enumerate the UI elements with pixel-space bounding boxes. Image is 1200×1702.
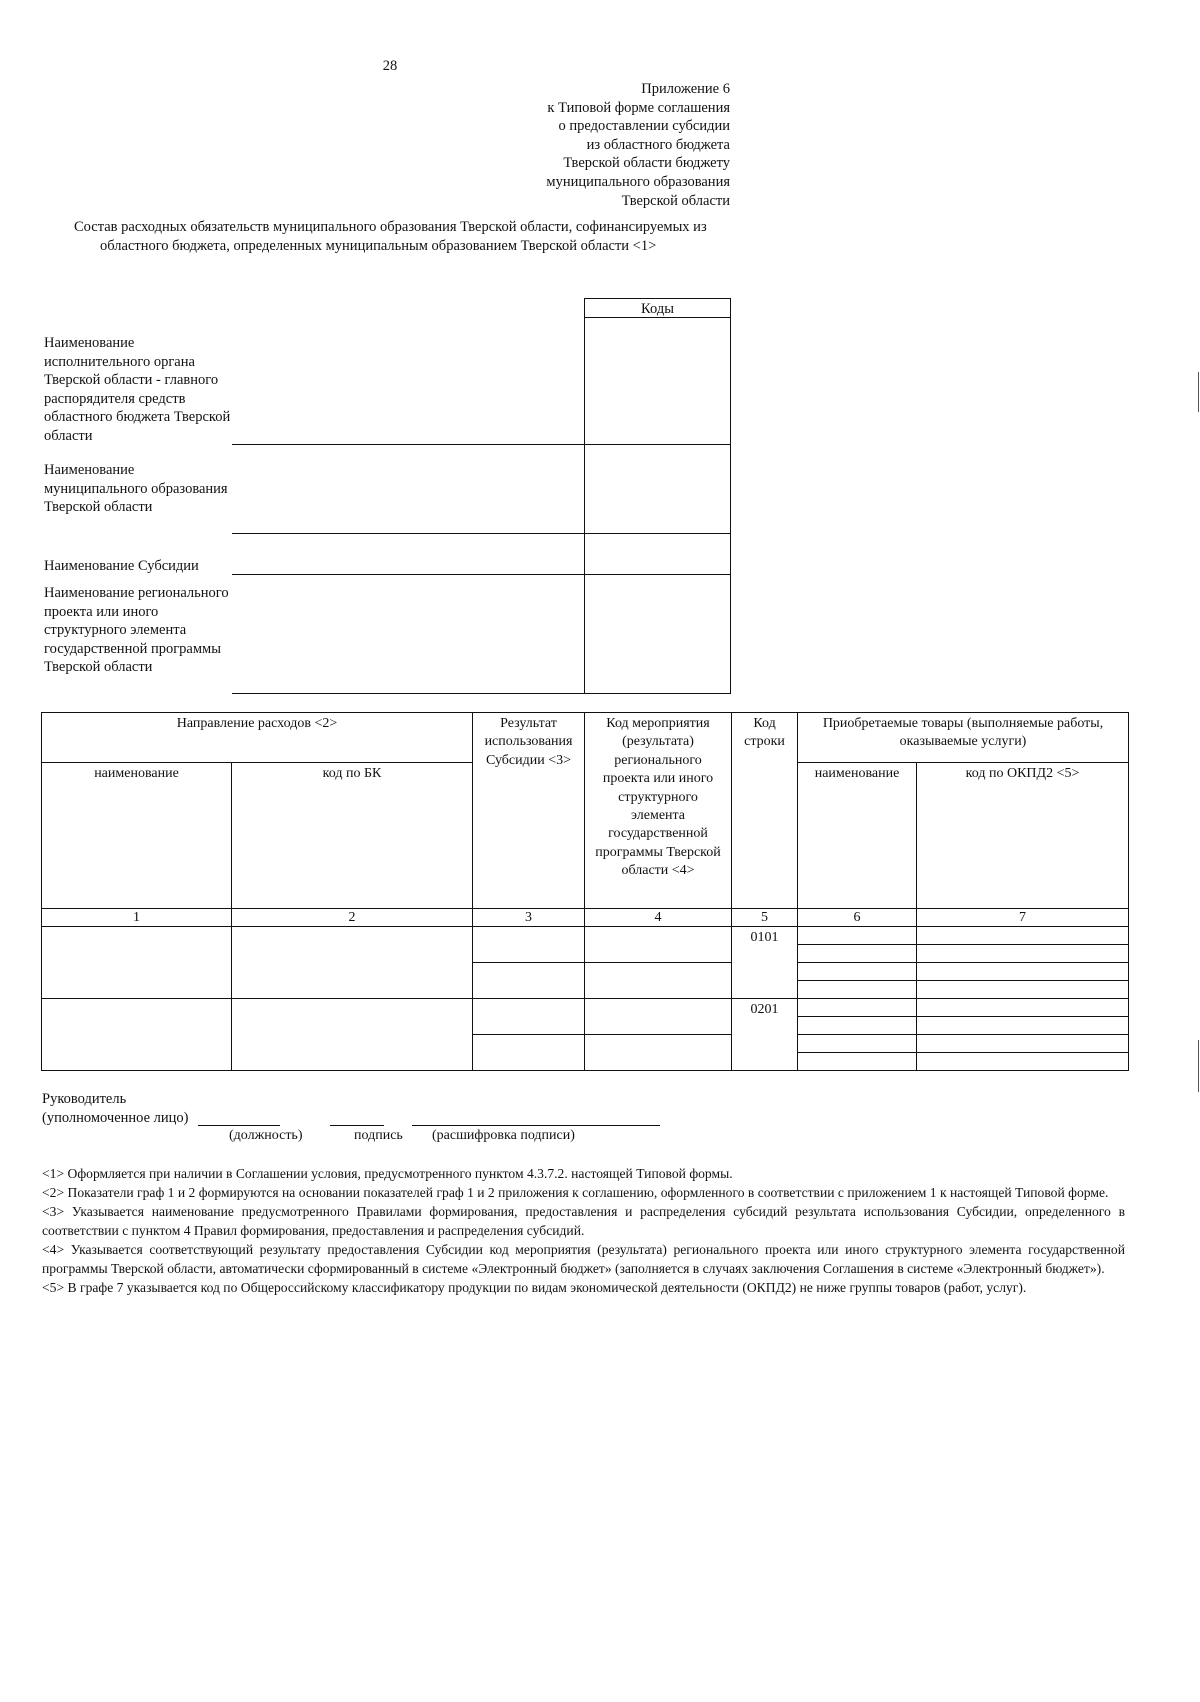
cell-empty[interactable] — [917, 945, 1129, 963]
row-code-0101: 0101 — [732, 927, 798, 999]
signature-head: Руководитель — [42, 1091, 127, 1107]
cell-empty[interactable] — [798, 945, 917, 963]
caption-position: (должность) — [229, 1128, 303, 1143]
signature-line-sign[interactable] — [330, 1125, 384, 1126]
scan-edge-mark — [1198, 1040, 1199, 1092]
signature-line-decoding[interactable] — [412, 1125, 660, 1126]
cell-empty[interactable] — [917, 999, 1129, 1017]
cell-empty[interactable] — [798, 1035, 917, 1053]
field-label-regional-project: Наименование регионального проекта или иного структурного элемента государственной программы Тверской области — [44, 585, 229, 676]
footnote: <3> Указывается наименование предусмотренного Правилами формирования, предоставления и распределения субсидий результата использования Субсидии, определенного в соответствии с пунктом 4 Правил формирования, предоставления и распределения субсидий. — [42, 1204, 1125, 1238]
column-number: 1 — [42, 909, 232, 927]
footnote: <5> В графе 7 указывается код по Общероссийскому классификатору продукции по видам экономической деятельности (ОКПД2) не ниже группы товаров (работ, услуг). — [42, 1280, 1027, 1295]
cell-empty[interactable] — [585, 1035, 732, 1071]
cell-empty[interactable] — [917, 981, 1129, 999]
appendix-line: из областного бюджета — [586, 136, 730, 153]
appendix-line: муниципального образования — [546, 173, 730, 190]
cell-empty[interactable] — [917, 1053, 1129, 1071]
codes-divider — [584, 533, 731, 534]
cell-empty[interactable] — [917, 1017, 1129, 1035]
cell-empty[interactable] — [798, 927, 917, 945]
appendix-line: о предоставлении субсидии — [558, 118, 730, 135]
cell-empty[interactable] — [585, 963, 732, 999]
appendix-header — [440, 80, 730, 210]
scan-edge-mark — [1198, 372, 1199, 412]
footnotes — [42, 1164, 1125, 1297]
field-underline — [232, 533, 584, 534]
title-line-2: областного бюджета, определенных муниципальным образованием Тверской области <1> — [100, 238, 657, 254]
cell-empty[interactable] — [473, 927, 585, 963]
cell-empty[interactable] — [42, 927, 232, 999]
header-goods-name: наименование — [798, 763, 917, 909]
appendix-line: Тверской области — [621, 192, 730, 209]
signature-line-position[interactable] — [198, 1125, 280, 1126]
expenditure-table — [41, 712, 1129, 1071]
header-result: Результат использования Субсидии <3> — [473, 713, 585, 909]
document-title — [74, 218, 734, 256]
caption-decoding: (расшифровка подписи) — [432, 1128, 575, 1143]
field-underline — [232, 693, 584, 694]
field-label-executive-body: Наименование исполнительного органа Тверской области - главного распорядителя средств областного бюджета Тверской области — [44, 335, 231, 444]
cell-empty[interactable] — [798, 1053, 917, 1071]
footnote: <1> Оформляется при наличии в Соглашении условия, предусмотренного пунктом 4.3.7.2. настоящей Типовой формы. — [42, 1166, 733, 1181]
cell-empty[interactable] — [42, 999, 232, 1071]
cell-empty[interactable] — [232, 999, 473, 1071]
table-row — [42, 999, 1129, 1017]
column-number: 6 — [798, 909, 917, 927]
cell-empty[interactable] — [798, 999, 917, 1017]
cell-empty[interactable] — [585, 999, 732, 1035]
cell-empty[interactable] — [473, 963, 585, 999]
header-bk-code: код по БК — [232, 763, 473, 909]
header-event-code: Код мероприятия (результата) регионального проекта или иного структурного элемента государственной программы Тверской области <4> — [585, 713, 732, 909]
cell-empty[interactable] — [473, 1035, 585, 1071]
header-name: наименование — [42, 763, 232, 909]
codes-divider — [584, 444, 731, 445]
row-code-0201: 0201 — [732, 999, 798, 1071]
table-row — [42, 927, 1129, 945]
column-numbers-row — [42, 909, 1129, 927]
header-goods: Приобретаемые товары (выполняемые работы, оказываемые услуги) — [798, 713, 1129, 763]
footnote: <2> Показатели граф 1 и 2 формируются на основании показателей граф 1 и 2 приложения к соглашению, оформленного в соответствии с приложением 1 к настоящей Типовой форме. — [42, 1185, 1109, 1200]
title-line-1: Состав расходных обязательств муниципального образования Тверской области, софинансируемых из — [74, 219, 707, 235]
codes-box — [584, 298, 731, 694]
field-label-subsidy: Наименование Субсидии — [44, 558, 199, 574]
cell-empty[interactable] — [798, 981, 917, 999]
signature-authorized: (уполномоченное лицо) — [42, 1110, 189, 1126]
signature-block — [42, 1090, 189, 1128]
appendix-line: к Типовой форме соглашения — [547, 99, 730, 116]
appendix-line: Приложение 6 — [641, 81, 730, 97]
field-underline — [232, 444, 584, 445]
column-number: 5 — [732, 909, 798, 927]
codes-header: Коды — [584, 298, 731, 318]
column-number: 4 — [585, 909, 732, 927]
field-underline — [232, 574, 584, 575]
cell-empty[interactable] — [232, 927, 473, 999]
column-number: 2 — [232, 909, 473, 927]
cell-empty[interactable] — [585, 927, 732, 963]
cell-empty[interactable] — [798, 1017, 917, 1035]
cell-empty[interactable] — [917, 1035, 1129, 1053]
cell-empty[interactable] — [917, 963, 1129, 981]
field-label-municipality: Наименование муниципального образования Тверской области — [44, 462, 228, 516]
appendix-line: Тверской области бюджету — [563, 155, 730, 172]
header-direction: Направление расходов <2> — [42, 713, 473, 763]
cell-empty[interactable] — [473, 999, 585, 1035]
header-row-code: Код строки — [732, 713, 798, 909]
caption-sign: подпись — [354, 1128, 403, 1143]
column-number: 3 — [473, 909, 585, 927]
codes-divider — [584, 574, 731, 575]
footnote: <4> Указывается соответствующий результату предоставления Субсидии код мероприятия (результата) регионального проекта или иного структурного элемента государственной программы Тверской области, автоматически сформированный в системе «Электронный бюджет» (заполняется в случаях заключения Соглашения в системе «Электронный бюджет»). — [42, 1242, 1125, 1276]
page-number: 28 — [382, 58, 398, 74]
header-okpd-code: код по ОКПД2 <5> — [917, 763, 1129, 909]
column-number: 7 — [917, 909, 1129, 927]
cell-empty[interactable] — [798, 963, 917, 981]
cell-empty[interactable] — [917, 927, 1129, 945]
